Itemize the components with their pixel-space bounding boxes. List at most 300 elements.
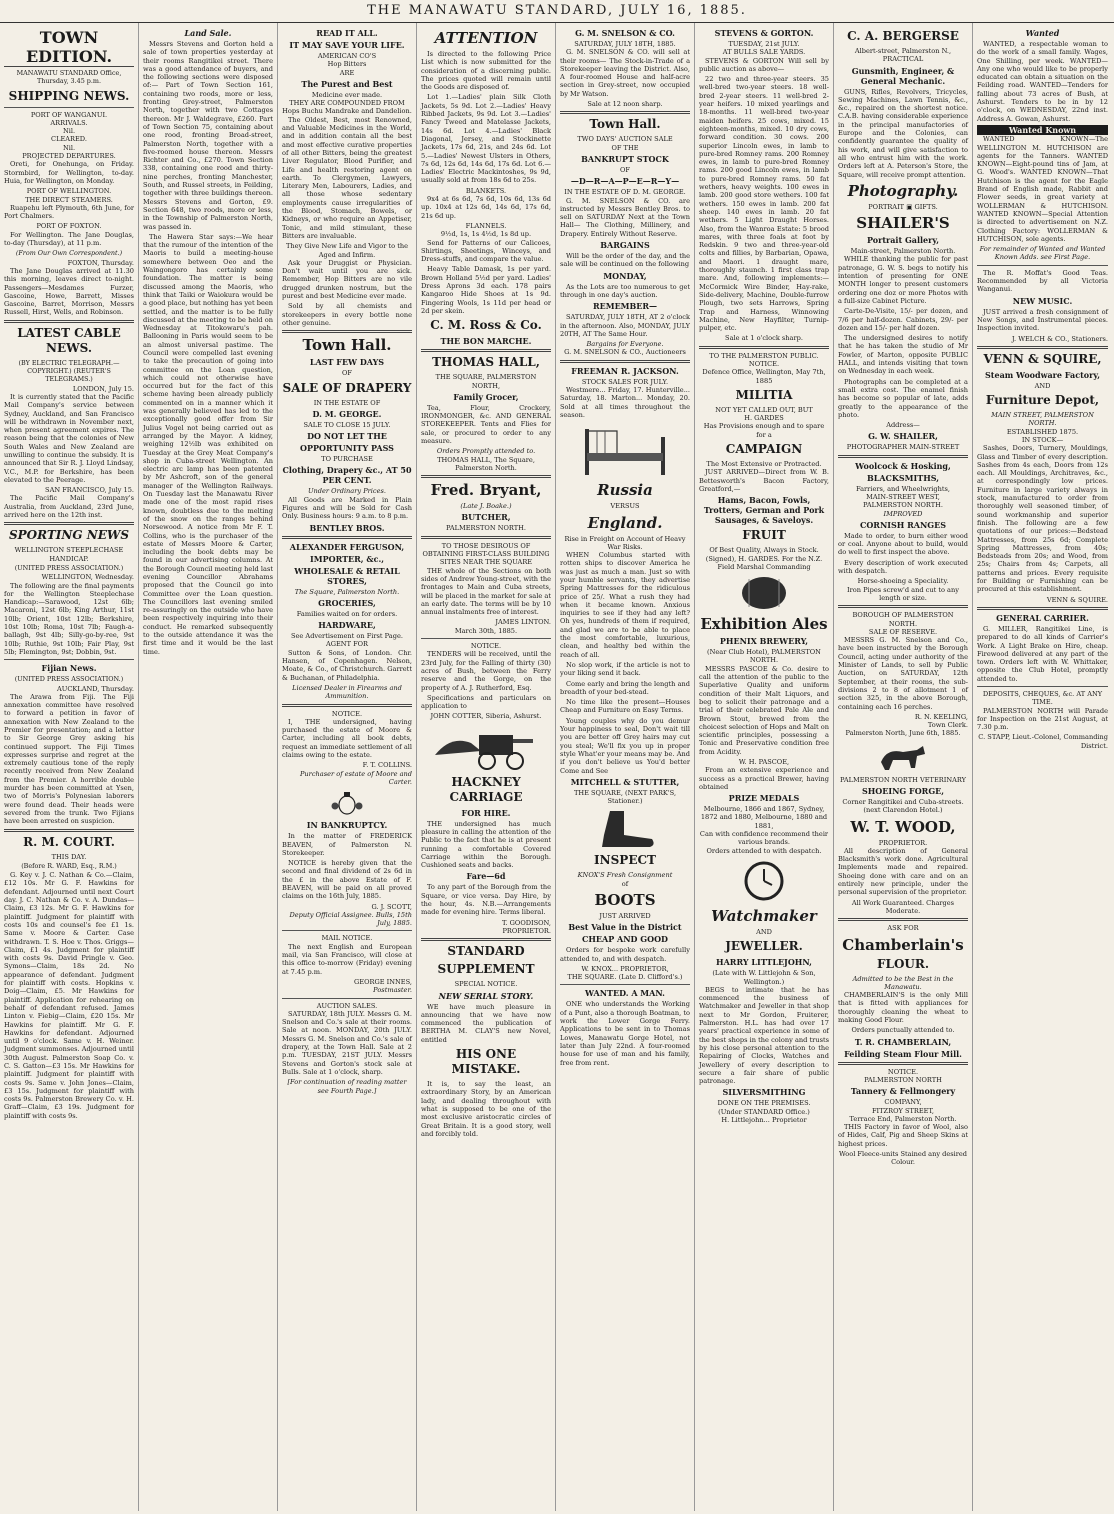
moffat-text: The R. Moffat's Good Teas. Recommended by all Victoria Wanganui.	[977, 268, 1108, 294]
admitted: Admitted to be the Best in the Manawatu.	[852, 974, 954, 991]
divider	[560, 360, 690, 363]
freeman-jackson: FREEMAN R. JACKSON.	[571, 365, 679, 376]
wanted-known-text: WANTED KNOWN—The WELLINGTON M. HUTCHISON are agents for the Tanners. WANTED KNOWN—Eight-pound tins of Jam, at G. Wood's. WANTED KNOWN—That Hutchison is the agent for the Eagle Brand of English made, Rabbit and Flower seeds, in great variety at WOLLERMAN & HUTCHISON. WANTED KNOWN—Special Attention is directed to advertisement on N.Z. Clothing Factory: WOLLERMAN & HUTCHISON, sole agents.	[977, 135, 1108, 243]
opportunity: OPPORTUNITY PASS	[300, 443, 394, 454]
done-premises: DONE ON THE PREMISES.	[717, 1099, 811, 1108]
groceries: GROCERIES,	[318, 597, 376, 608]
wt-wood: W. T. WOOD,	[850, 817, 956, 836]
columbus-text: WHEN Columbus started with rotten ships to discover America he was just as much a man. Just so with your humble servants, they advertise Spring Mattresses for the ridiculous price of 25/. What a rush they had when it became known. Anxious inquiries to see if they had any left? Oh yes, hundreds of them if required, and glad we are to be able to place the most comfortable, luxurious, clean, and healthy bed within the reach of all.	[560, 551, 690, 659]
snelson-text: G. M. SNELSON & CO. will sell at their rooms— The Stock-in-Trade of a Storekeeper leaving the District. Also, A four-roomed House and half-acre section in Grey-street, now occupied by Mr Watson.	[560, 48, 690, 98]
remember: REMEMBER—	[592, 301, 658, 312]
fijian-heading: Fijian News.	[41, 663, 97, 674]
supplement: SUPPLEMENT	[437, 962, 535, 977]
for-hire: FOR HIRE.	[461, 807, 511, 818]
nil-2: Nil.	[62, 143, 76, 152]
pascoe-name: W. H. PASCOE,	[738, 758, 790, 766]
england: England.	[587, 513, 663, 532]
flour: FLOUR.	[876, 956, 930, 971]
divider	[977, 265, 1108, 266]
shailer-text-2: The undersigned desires to notify that he has taken the studio of Mr Fowler, of Marton, opposite PUBLIC HALL, and intends visiting that town on Wednesday in each week.	[838, 334, 968, 376]
agent-for: AGENT FOR	[325, 640, 369, 649]
cheques: DEPOSITS, CHEQUES, &c. AT ANY TIME.	[982, 690, 1103, 707]
jeweller: JEWELLER.	[725, 939, 803, 954]
divider	[282, 930, 412, 931]
divider	[699, 346, 829, 349]
stock-sales-text: Westmere... Friday, 17. Hunterville... Saturday, 18. Marton... Monday, 20. Sold at all times throughout the season.	[560, 386, 690, 419]
divider	[977, 607, 1108, 610]
camera-icon: ▣	[906, 202, 915, 211]
cartes-text: Carte-De-Visite, 15/- per dozen, and 7/6 per half-dozen. Cabinets, 29/- per dozen and 15/- per half dozen.	[838, 307, 968, 332]
divider	[838, 605, 968, 608]
special-notice: SPECIAL NOTICE.	[454, 980, 518, 989]
wood-prop: PROPRIETOR.	[878, 838, 928, 847]
knox-consignment: KNOX'S Fresh Consignment	[577, 871, 673, 880]
wool-text: Wool Fleece-units Stained any desired Colour.	[838, 1150, 968, 1167]
american-co: AMERICAN CO'S	[317, 52, 377, 60]
campaign: CAMPAIGN	[725, 442, 803, 457]
improved: IMPROVED	[883, 509, 923, 518]
postmaster: Postmaster.	[373, 986, 412, 995]
mail-notice: MAIL NOTICE.	[321, 934, 373, 943]
no-time: No time like the present—Houses Cheap and Furniture on Easy Terms.	[560, 698, 690, 715]
column-6	[695, 23, 834, 1511]
shipping-heading: SHIPPING NEWS.	[8, 88, 130, 103]
land-sale-heading: Land Sale.	[184, 28, 232, 38]
company: COMPANY,	[884, 1098, 922, 1107]
thomas-text: Tea, Flour, Crockery, IRONMONGER, &c. AND GENERAL STOREKEEPER. Tents and Flies for sale, or procured to order to any measure.	[421, 403, 551, 445]
divider	[4, 522, 134, 525]
woolcock-hosking: Woolcock & Hosking,	[855, 460, 951, 471]
chamber-text: CHAMBERLAIN'S is the only Mill that is fitted with appliances for thoroughly cleaning the wheat to making Good Flour.	[838, 991, 968, 1025]
divider	[282, 704, 412, 707]
snelson-heading: G. M. SNELSON & CO.	[575, 28, 675, 38]
bankruptcy-heading: IN BANKRUPTCY.	[306, 820, 388, 831]
rise-freight: Rise in Freight on Account of Heavy War Risks.	[564, 534, 686, 551]
new-life: They Give New Life and Vigor to the Aged and Infirm.	[285, 242, 408, 259]
bon-marche: THE BON MARCHE.	[440, 336, 532, 347]
hop-bitters-text: The Oldest, Best, most Renowned, and Valuable Medicines in the World, and in addition contain all the best and most effective curative properties of all other Bitters, being the greatest Liver Regulator, Blood Purifier, and Life and health restoring agent on earth. To Clergymen, Lawyers, Literary Men, Labourers, Ladies, and all those whose sedentary employments cause irregularities of the Blood, Stomach, Bowels, or Kidneys, or who require an Appetiser, Tonic, and mild stimulant, these Bitters are invaluable.	[282, 115, 412, 240]
every-desc: Every description of work executed with despatch.	[838, 558, 968, 576]
bargains: BARGAINS	[600, 240, 650, 251]
of-label: OF	[342, 369, 352, 378]
portrait-gifts	[838, 203, 968, 211]
main-street-7: Main-street, Palmerston North.	[850, 247, 956, 256]
music-text: JUST arrived a fresh consignment of New Songs, and Instrumental pieces. Inspection invited.	[977, 307, 1108, 333]
foxton-date: FOXTON, Thursday.	[67, 258, 134, 267]
carrier-text: G. MILLER, Rangitikei Line, is prepared to do all kinds of Carrier's Work. A Light Brake on Hire, cheap. Firewood delivered at any part of the town. Orders left with W. Whittaker, opposite the Club Hotel, promptly attended to.	[977, 624, 1108, 683]
address-label: Address—	[886, 421, 920, 430]
cleared: CLEARED.	[51, 135, 87, 144]
sale-of-drapery: SALE OF DRAPERY	[282, 380, 412, 395]
last-few-days: LAST FEW DAYS	[309, 357, 385, 368]
divider	[421, 536, 551, 539]
blankets-text: 9x4 at 6s 6d, 7s 6d, 10s 6d, 13s 6d up. 10x4 at 12s 6d, 14s 6d, 17s 6d, 21s 6d up.	[421, 195, 551, 220]
sf-text: The Pacific Mail Company's Australia, from Auckland, 23rd June, arrived here on the 12th inst.	[4, 494, 134, 520]
direct-steamers: THE DIRECT STEAMERS.	[25, 195, 113, 204]
wood-text: All description of General Blacksmith's work done. Agricultural Implements made and repaired. Shoeing done with care and on an entirely new principle, under the personal supervision of the proprietor.	[838, 846, 968, 897]
sale-close: SALE TO CLOSE 15 JULY.	[303, 420, 391, 429]
fred-bryant: Fred. Bryant,	[430, 481, 542, 500]
scott-sign: G. J. SCOTT,	[371, 902, 412, 911]
column-1	[0, 23, 139, 1511]
bankrupt-stock: BANKRUPT STOCK	[581, 153, 669, 164]
divider	[4, 107, 134, 108]
blacksmiths: BLACKSMITHS,	[866, 472, 940, 483]
silversmithing: SILVERSMITHING	[722, 1087, 806, 1098]
medal-list: Melbourne, 1866 and 1867, Sydney, 1872 and 1880, Melbourne, 1880 and 1881,	[700, 805, 828, 830]
stevens-gorton: STEVENS & GORTON.	[714, 28, 814, 38]
sale-reserve: SALE OF RESERVE.	[868, 627, 938, 636]
gardes-name: H. GARDES	[744, 414, 784, 423]
march-date: March 30th, 1885.	[454, 626, 518, 635]
tuesday-date: TUESDAY, 21st JULY.	[728, 40, 800, 48]
building-sites-heading: TO THOSE DESIROUS OF OBTAINING FIRST-CLASS BUILDING SITES NEAR THE SQUARE	[422, 541, 550, 567]
port-foxton: PORT OF FOXTON.	[36, 222, 102, 231]
wanted-text: ONE who understands the Working of a Punt, also a thorough Boatman, to work the Lower Gorge Ferry. Applications to be sent in to Thomas Lowes, Manawatu Gorge Hotel, not later than July 22nd. A four-roomed house for use of man and his family, free from rent.	[560, 1000, 690, 1067]
gunsmith: Gunsmith, Engineer, & General Mechanic.	[851, 65, 955, 86]
tenders-text: TENDERS will be received, until the 23rd July, for the Falling of thirty (30) acres of Bush, between the Ferry reserve and the Gorge, on the property of A. J. Rutherford, Esq.	[421, 650, 551, 692]
hop-bitters-text-2: Ask your Druggist or Physician. Don't wait until you are sick. Remember, Hop Bitters are no vile drugged drunken nostrum, but the purest and best Medicine ever made.	[282, 258, 412, 301]
welch-sign: J. WELCH & CO., Stationers.	[1011, 334, 1108, 343]
horse-shoeing: Horse-shoeing a Speciality.	[857, 577, 949, 586]
not-yet: NOT YET CALLED OUT, BUT	[715, 405, 813, 414]
to-purchase: TO PURCHASE	[321, 455, 373, 464]
remember-text: SATURDAY, JULY 18TH, AT 2 o'clock in the afternoon. Also, MONDAY, JULY 20TH, AT The Same Hour.	[560, 313, 690, 338]
barrel-illustration-icon	[739, 575, 789, 611]
importer: IMPORTER, &c.,	[309, 553, 385, 564]
jane-douglas-text: The Jane Douglas arrived at 11.30 this morning, leaves direct to-night. Passengers—Mesdames Furzer, Gascoine, Howe, Barrett, Misses Gascoine, Barret, Morrison, Messrs Russell, Hirst, Wells, and Robinson.	[4, 266, 134, 317]
mitchell-square: THE SQUARE, (NEXT PARK'S, Stationer.)	[573, 788, 677, 806]
of-label-2: OF	[620, 165, 630, 174]
prize-medals: PRIZE MEDALS	[728, 793, 800, 804]
confidence: Can with confidence recommend their various brands.	[699, 830, 829, 847]
ruapehu-text: Ruapehu left Plymouth, 6th June, for Port Chalmers.	[4, 203, 134, 221]
rm-court-heading: R. M. COURT.	[23, 834, 115, 849]
town-clerk: Town Clerk.	[927, 721, 968, 730]
clothing: Clothing, Drapery &c., AT 50 PER CENT.	[282, 465, 412, 486]
farriers: Farriers, and Wheelwrights,	[855, 484, 951, 493]
projected-text: Oreti, for Onehunga, on Friday. Stormbird, for Wellington, to-day. Huia, for Wellington, on Monday.	[4, 160, 134, 185]
london-date: LONDON, July 15.	[72, 384, 134, 393]
masthead: THE MANAWATU STANDARD, JULY 16, 1885.	[0, 0, 1114, 23]
monday: MONDAY,	[603, 270, 647, 281]
boots: BOOTS	[594, 891, 656, 909]
wellington-date: WELLINGTON, Wednesday.	[41, 573, 134, 582]
gunsmith-text: GUNS, Rifles, Revolvers, Tricycles, Sewing Machines, Lawn Tennis, &c., &c., repaired on the shortest notice. C.A.B. having considerable experience in the principal manufactories of Europe and the Colonies, can confidently guarantee the quality of his work, and will give satisfaction to all who entrust him with the work. Orders left at A. Peterson's Store, the Square, will receive prompt attention.	[838, 87, 968, 179]
projected-departures: PROJECTED DEPARTURES.	[22, 152, 116, 161]
sections-text: THE whole of the Sections on both sides of Andrew Young-street, with the frontages to Main and Cuba streets, will be placed in the market for sale at an early date. The terms will be by 10 annual instalments free of interest.	[421, 566, 551, 617]
linton-sign: JAMES LINTON.	[495, 618, 551, 627]
steam-woodware: Steam Woodware Factory,	[985, 369, 1100, 380]
photographer: PHOTOGRAPHER MAIN-STREET	[846, 443, 960, 452]
furniture-depot: Furniture Depot,	[985, 393, 1100, 408]
hams-bacon: Hams, Bacon, Fowls, Trotters, German and Pork Sausages, & Saveloys.	[703, 495, 825, 526]
harry-text: BEGS to intimate that he has commenced the business of Watchmaker and Jeweller in that shop next to Mr Gordon, Fruiterer, Palmerston. H.L. has had over 17 years' practical experience in some of the best shops in the colony and trusts by his close personal attention to the Repairing of Clocks, Watches and Jewellery of every description to secure a fair share of public patronage.	[699, 985, 829, 1086]
horse-illustration-icon	[873, 742, 933, 772]
couples-verse: Young couples why do you demur Your happiness to seal, Don't wait till you are better off Grey hairs may cut you steal; We'll fix you up in proper style What'er your means may be. And if you don't believe us You'd better Come and See	[560, 716, 690, 775]
divider	[560, 984, 690, 985]
cotter-sign: JOHN COTTER, Siberia, Ashurst.	[430, 712, 542, 721]
club-hotel: (Near Club Hotel), PALMERSTON NORTH.	[707, 648, 821, 665]
notice-2: NOTICE.	[470, 642, 502, 651]
divider	[838, 918, 968, 921]
collins-sign: F. T. COLLINS.	[362, 761, 412, 770]
new-serial: NEW SERIAL STORY.	[438, 990, 534, 1001]
bentley-bros: BENTLEY BROS.	[309, 522, 385, 533]
divider	[421, 349, 551, 352]
exhibition-ales: Exhibition Ales	[700, 615, 828, 634]
signed-gardes: (Signed), H. GARDES. For the N.Z. Field Marshal Commanding	[705, 554, 823, 571]
local-news-text: The Hawera Star says:—We hear that the rumour of the intention of the Maoris to build a meeting-house somewhere between Oeo and the Waingongoro has certainly some foundation. The matter is being discussed among the Maoris, who think that Taiki or Waiokura would be a good place, but nothing has yet been settled, and the matter is to be fully discussed at the meeting to be held on Wednesday at Titokowaru's pah. Ballooning in Paris would seem to be an almost universal pastime. The Council were compelled last evening to take the precaution of going into committee on the Loan question, which could not otherwise have occurred but for the fact of this scheme having been already publicly commented on in a manner which it was generally believed has led to the exceptionally good offer from Sir Julius Vogel not being carried out as arranged by the Mayor. A kidney, weighing 12½lb was exhibited on Tuesday at the Grey Meat Company's shop in Cuba-street Wellington. An electric arc lamp has been patented by Mr Ashcroft, son of the general manager of the Wellington Railways. On Tuesday last the Manawatu River made one of the most rapid rises known, doubtless due to the melting of the snow on the ranges behind Norsewood. A notice from Mr F. T. Collins, who is the purchaser of the estate of Messrs Moore & Carter, including the book debts may be found in our advertising columns. At the Borough Council meeting held last evening Councillor Abrahams proposed that the Council go into Committee over the Loan question. The Councillors last evening smiled re-assuringly on the outside who have been respectively inquiring into their conduct. He remarked subsequently to the outside attendance it was the first time and it would be the last time.	[143, 232, 273, 656]
tr-chamberlain: T. R. CHAMBERLAIN,	[854, 1036, 952, 1047]
goodison-prop: PROPRIETOR.	[502, 926, 551, 935]
serial-text: WE have much pleasure in announcing that we have now commenced the publication of BERTHA M. CLAY'S new Novel, entitled	[421, 1002, 551, 1044]
under-prices: Under Ordinary Prices.	[308, 487, 386, 496]
land-sale-text: Messrs Stevens and Gorton held a sale of town properties yesterday at their rooms Rangitikei street. There was a good attendance of buyers, and the following sections were disposed of:— Part of Town Section 161, containing two roods, more or less, fronting Grey-street, Palmerston North, together with two Cottages thereon. Mr J. Waldegrave, £260. Part of Town Section 75, containing about one rood, fronting Broad-street, Palmerston North, together with a five-roomed house thereon. Messrs Richter and Co., £270. Town Section 338, containing one rood and thirty-nine perches, fronting Manchester, South, and Russel streets, in Feilding, together with three buildings thereon. Messrs Stevens and Gorton, £9. Section 648, two roods, more or less, in the Township of Palmerston North, was passed in.	[143, 40, 273, 231]
thomas-square: THE SQUARE, PALMERSTON NORTH,	[435, 373, 537, 390]
rm-court-text: G. Key v. J. C. Nathan & Co.—Claim, £12 10s. Mr G. F. Hawkins for defendant. Adjourned until next Court day. J. C. Nathan & Co. v. A. Dundas—Claim, £3 12s. Mr G. F. Hawkins for plaintiff. Judgment for plaintiff with costs 10s and counsel's fee £1 1s. Same v. Moore & Carter. Case withdrawn. T. S. Hoe v. Thos. Griggs—Claim, £1 4s. Judgment for plaintiff with costs 9s. David Pringle v. Geo. Symons—Claim, 18s 2d. No appearance of defendant. Judgment for plaintiff with costs. Hopkins v. Doig—Claim, £5. Mr Hawkins for plaintiff. Application for rehearing on behalf of defendant refused. James Linton v. Fiebig—Claim, £20 15s. Mr Hawkins for plaintiff. Mr G. F. Hawkins for defendant. Adjourned until 9 o'clock. Same v. H. Weiner. Judgment summonses. Adjourned until 30th August. Palmerston Soap Co. v. C. S. Gatton—£3 15s. Mr Hawkins for plaintiff. Judgment for plaintiff with costs 9s. Same v. John Jones—Claim, £3 15s. Judgment for plaintiff with costs 9s. Palmerston Brewery Co. v. H. Graff—Claim, £3 19s. Judgment for plaintiff with costs 9s.	[4, 871, 134, 1120]
tannery-palm: PALMERSTON NORTH	[864, 1075, 942, 1084]
divider	[282, 330, 412, 333]
goodison-sign: T. GOODISON,	[502, 918, 551, 927]
further-note: For remainder of Wanted and Wanted Known Adds. see First Page.	[979, 245, 1106, 262]
and-8: AND	[1034, 381, 1051, 390]
medicine: Medicine ever made.	[311, 90, 383, 99]
his-one-mistake: HIS ONE MISTAKE.	[451, 1047, 521, 1077]
patterns-text: Send for Patterns of our Calicoes, Shirtings, Sheetings, Winceys, and Dress-stuffs, and compare the value.	[421, 238, 551, 264]
lots-text: As the Lots are too numerous to get through in one day's auction.	[560, 282, 690, 299]
new-music: NEW MUSIC.	[1012, 295, 1073, 306]
family-grocer: Family Grocer,	[453, 391, 519, 402]
sale-note: Sold by all chemists and storekeepers in every bottle none other genuine.	[282, 302, 412, 327]
wanted-text-8: WANTED, a respectable woman to do the work of a small family. Wages, One Shilling, per week. WANTED—Any one who would like to be properly educated can obtain a situation on the Feilding road. WANTED—Tenders for falling about 73 acres of Bush, at Ashurst. Tenders to be in by 12 o'clock, on WEDNESDAY, 22nd inst. Address A. Gowan, Ashurst.	[977, 40, 1108, 123]
mitchell-stutter: MITCHELL & STUTTER,	[570, 776, 680, 787]
compounded-from: THEY ARE COMPOUNDED FROM	[289, 99, 405, 108]
divider	[977, 346, 1108, 349]
stock-text-8: Sashes, Doors, Turnery, Mouldings, Glass and Timber of every description. Sashes from 4s each, Doors from 12s each. All Mouldings, Architraves, &c., at correspondingly low prices. Furniture in large variety always in stock, manufactured to order from thoroughly well seasoned timber, of sound workmanship and superior finish. The following are a few quotations of our prices:—Bedstead Mattresses, from 25s 6d; Complete Spring Mattresses, from 40s; Bedsteads from 20s; and Wood, from 25s; Chairs from 4s; Carpets, all patterns and prices. Every requisite for Building or Furnishing can be procured at this establishment.	[977, 444, 1108, 594]
ingredients: Hops Buchu Mandrake and Dandelion.	[282, 107, 412, 116]
shoeing-forge: SHOEING FORGE,	[861, 786, 945, 796]
collins-sub: Purchaser of estate of Moore and Carter.	[299, 769, 412, 786]
steeplechase-heading: WELLINGTON STEEPLECHASE HANDICAP.	[14, 546, 124, 563]
notice-6: NOTICE.	[748, 359, 780, 368]
venn-squire: VENN & SQUIRE,	[983, 351, 1102, 366]
photographs-text: Photographs can be completed at a small extra cost. The enamel finish has become so popular of late, adds greatly to the appearance of the photo.	[838, 377, 968, 419]
fitzroy: FITZROY STREET,	[871, 1106, 934, 1115]
notice-text: I, THE undersigned, having purchased the estate of Moore & Carter, including all book debts, request an immediate settlement of all claims owing to the estate.	[282, 717, 412, 760]
port-wanganui: PORT OF WANGANUI.	[30, 110, 108, 119]
hackney-carriage: HACKNEY CARRIAGE	[449, 774, 523, 804]
bargains-everyone: Bargains for Everyone.	[586, 340, 664, 349]
wholesale-retail: WHOLESALE & RETAIL STORES,	[294, 565, 400, 586]
iron-pipes: Iron Pipes screw'd and cut to any length or size.	[847, 585, 959, 602]
fare-text: To any part of the Borough from the Square, or vice versa. Day Hire, by the hour, 4s. N.B.—Arrangements made for evening hire. Terms liberal.	[421, 883, 551, 917]
guaranteed: All Work Guaranteed. Charges Moderate.	[851, 898, 955, 915]
bryant-sub: (Late J. Boake.)	[460, 502, 512, 511]
scott-sub: Deputy Official Assignee. Bulls, 15th July, 1885.	[289, 910, 412, 928]
wanted-known-heading: Wanted Known	[977, 125, 1108, 135]
steeplechase-text: The following are the final payments for the Wellington Steeplechase Handicap:—Sarawood, 12st 6lb; Macaroni, 12st 6lb; King Arthur, 11st 10lb; Orient, 10st 12lb; Berkshire, 10st 10lb; Roma, 10st 7lb; Faugh-a-ballagh, 9st 4lb; Silly-go-by-ree, 9st 10lb; Ruthie, 9st 10lb; Fair Play, 9st 5lb; Flemington, 9st; Dobbin, 9st.	[4, 581, 134, 656]
press-association: (UNITED PRESS ASSOCIATION.)	[14, 563, 124, 572]
divider	[560, 111, 690, 114]
divider	[4, 829, 134, 832]
auction-sales: AUCTION SALES.	[316, 1001, 378, 1010]
shailers: SHAILER'S	[856, 214, 950, 233]
knox-sign: W. KNOX... PROPRIETOR,	[581, 964, 669, 973]
in-estate: IN THE ESTATE OF	[313, 398, 381, 407]
fiji-text: The Arawa from Fiji. The Fiji annexation committee have resolved to forward a petition in favor of annexation with New Zealand to the Premier for presentation; and a letter to Sir George Grey asking his continued support. The Fiji Times expresses surprise and regret at the extremely cautious tone of the reply recently received from New Zealand from the Premier. A horrible double murder has been committed at Ysen, two of Morris's Polynesian laborers were found dead. Their heads were severed from the trunk. Two Fijians have been arrested on suspicion.	[4, 692, 134, 826]
stock-list: 22 two and three-year steers. 35 well-bred two-year steers. 18 well-bred 2-year steers. 11 well-bred 2-year heifers. 10 mixed yearlings and 18-months. 11 well-bred two-year maiden heifers. 25 cows, mixed. 15 eighteen-months, mixed. 10 dry cows, forward condition. 30 cows. 200 superior Lincoln ewes, in lamb to pure-bred Romney rams. 200 Romney ewes, in lamb to pure-bred Romney rams. 200 good Lincoln ewes, in lamb to pure-bred Romney rams. 50 fat wethers, heavy weights. 100 ewes in lamb. 200 good store wethers. 100 fat wethers. 150 ewes in lamb. 200 fat sheep. 140 ewes in lamb. 20 fat wethers. 5 Light Draught Horses. Also, from the Wanroa Estate: 5 brood mares, with three foals at foot by Redskin. 9 two and three-year-old colts and fillies, by Barbarian, Opawa, and Maori. 1 draught mare, thoroughly staunch. 1 first class trap mare. And, following implements:— McCormick Wire Binder, Hay-rake, Side-delivery, Machine, Double-furrow Plough, two sets Harrows, Spring Trap and Harness, Winnowing Machine, New Hayfilter, Turnip-pulper, etc.	[699, 75, 829, 333]
cable-heading: LATEST CABLE NEWS.	[17, 325, 121, 355]
made-to-order: Made to order, to burn either wood or coal. Anyone about to build, would do well to first inspect the above.	[838, 531, 968, 557]
divider	[4, 659, 134, 660]
keeling-sign: R. N. KEELING,	[914, 712, 968, 721]
thomas-hall: THOMAS HALL,	[432, 355, 540, 370]
auckland-date: AUCKLAND, Thursday.	[57, 684, 134, 693]
do-not-let: DO NOT LET THE	[307, 431, 387, 442]
continuation-note: [For continuation of reading matter see Fourth Page.]	[287, 1078, 407, 1095]
has-provisions: Has Provisions enough and to spare for a	[703, 422, 825, 439]
hackney-text: THE undersigned has much pleasure in calling the attention of the Public to the fact that he is at present running a comfortable Covered Carriage within the Borough. Cushioned seats and backs.	[421, 819, 551, 870]
boot-illustration-icon	[590, 809, 660, 849]
agent-text: Sutton & Sons, of London. Chr. Hansen, of Copenhagen. Nelson, Moate, & Co., of Christchurch. Garrett & Buchanan, of Philadelphia.	[282, 648, 412, 682]
edition-sub: MANAWATU STANDARD Office, Thursday, 3.45 p.m.	[16, 69, 122, 86]
notice-heading: NOTICE.	[331, 709, 363, 718]
to-public: TO THE PALMERSTON PUBLIC.	[709, 351, 819, 360]
of-the: OF THE	[611, 143, 639, 152]
thomas-sign: THOMAS HALL, The Square, Palmerston North.	[437, 455, 535, 472]
stock-sales: STOCK SALES FOR JULY.	[581, 377, 669, 386]
see-adv: See Advertisement on First Page.	[291, 632, 403, 641]
best-value: Best Value in the District	[568, 922, 682, 933]
snelson-sign: G. M. SNELSON & CO., Auctioneers	[564, 348, 686, 357]
divider	[838, 455, 968, 458]
defence-office: Defence Office, Wellington, May 7th, 1885	[702, 368, 826, 385]
read-it-all: READ IT ALL.	[316, 28, 378, 38]
fruit: FRUIT	[742, 528, 786, 543]
just-arrived-6: JUST ARRIVED—Direct from W. B. Bettesworth's Bacon Factory, Greatford,—	[699, 468, 829, 493]
cheap-good: CHEAP AND GOOD	[582, 934, 668, 945]
cornish-ranges: CORNISH RANGES	[859, 519, 947, 530]
licensed-dealer: Licensed Dealer in Firearms and Ammunition.	[292, 683, 402, 701]
newspaper-columns	[0, 23, 1114, 1511]
venn-sign: VENN & SQUIRE.	[1046, 595, 1108, 604]
palm-7: PALMERSTON NORTH.	[863, 501, 943, 510]
knox-square: THE SQUARE. (Late D. Clifford's.)	[567, 973, 683, 982]
bulls-yards: AT BULLS SALE YARDS.	[722, 48, 806, 57]
harry-littlejohn: HARRY LITTLEJOHN,	[716, 957, 812, 968]
rm-before: (Before R. WARD, Esq., R.M.)	[21, 861, 117, 870]
tannery-text: THIS Factory in favor of Wool, also of Hides, Calf, Pig and Sheep Skins at highest prices.	[838, 1123, 968, 1148]
mail-text: The next English and European mail, via San Francisco, will close at this office to-morrow (Friday) evening at 7.45 p.m.	[282, 942, 412, 976]
are-label: ARE	[339, 68, 355, 77]
attention-text: Is directed to the following Price List which is now submitted for the consideration of a discerning public. The prices quoted will remain until the Goods are disposed of.	[421, 50, 551, 92]
two-days: TWO DAYS' AUCTION SALE	[577, 135, 673, 144]
russia: Russia	[597, 481, 653, 500]
bankruptcy-text: NOTICE is hereby given that the second and final dividend of 2s 6d in the £ in the above Estate of F. BEAVEN, will be paid on all proved claims on the 16th July, 1885.	[282, 859, 412, 901]
most-extensive: The Most Extensive or Protracted.	[706, 460, 822, 469]
hardware: HARDWARE,	[318, 620, 376, 631]
harry-sign: H. Littlejohn... Proprietor	[721, 1116, 807, 1125]
noon-sale: Sale at 12 noon sharp.	[587, 100, 663, 109]
dm-george: D. M. GEORGE.	[312, 408, 382, 419]
sporting-heading: SPORTING NEWS	[8, 528, 130, 543]
flannels-text: 9½d, 1s, 1s 4½d, 1s 8d up.	[440, 230, 532, 239]
militia: MILITIA	[735, 387, 793, 402]
wanted-man: WANTED. A MAN.	[585, 988, 665, 999]
column-4	[417, 23, 556, 1511]
divider	[282, 998, 412, 999]
instructed-text: G. M. SNELSON & CO. are instructed by Messrs Bentley Bros. to sell on SATURDAY Next at the Town Hall— The Clothing, Millinery, and Drapery. Entirely Without Reserve.	[560, 196, 690, 238]
port-wellington: PORT OF WELLINGTON.	[26, 187, 112, 196]
blankets-heading: BLANKETS.	[465, 186, 507, 195]
under-standard: (Under STANDARD Office.)	[718, 1107, 810, 1116]
royal-arms-icon	[330, 790, 364, 816]
alexander-ferguson: ALEXANDER FERGUSON,	[289, 541, 405, 552]
gifts-label: GIFTS.	[914, 202, 938, 211]
column-5	[556, 23, 695, 1511]
just-arrived: JUST ARRIVED	[599, 912, 651, 920]
press-association-2: (UNITED PRESS ASSOCIATION.)	[14, 675, 124, 684]
mill: Feilding Steam Flour Mill.	[844, 1048, 962, 1059]
orders-prompt: Orders Promptly attended to.	[436, 447, 536, 456]
innes-sign: GEORGE INNES,	[354, 977, 412, 986]
stevens-text: STEVENS & GORTON Will sell by public auction as above—	[699, 56, 829, 73]
column-2	[139, 23, 278, 1511]
price-lots: Lot 1.—Ladies' plain Silk Cloth Jackets, 5s 9d. Lot 2.—Ladies' Heavy Ribbed Jackets, 9s 9d. Lot 3.—Ladies' Fancy Tweed and Matelasse Jackets, 14s 6d. Lot 4.—Ladies' Black Diagonal, Jersey, and Stockinette Jackets, 17s 6d, 21s, and 24s 6d. Lot 5.—Ladies' Newest Ulsters in Others, 7s 6d, 12s 6d, 14s 6d, 17s 6d. Lot 6.—Ladies' Electric Mackintoshes, 9s 9d, usually sold at from 18s 6d to 25s.	[421, 93, 551, 185]
divider	[4, 320, 134, 323]
bargains-text: Will be the order of the day, and the sale will be continued on the following	[560, 252, 690, 269]
ross-sign: C. M. Ross & Co.	[430, 318, 542, 333]
clock-illustration-icon	[742, 859, 786, 903]
tannery-notice: NOTICE.	[887, 1067, 919, 1076]
gws-shailer: G. W. SHAILER,	[868, 431, 938, 442]
foxton-departures: For Wellington. The Jane Douglas, to-day (Thursday), at 11 p.m.	[4, 230, 134, 248]
established: ESTABLISHED 1875.	[1006, 427, 1079, 436]
chamber-orders: Orders punctually attended to.	[851, 1026, 955, 1035]
auction-text: SATURDAY, 18th JULY. Messrs G. M. Snelson and Co.'s sale at their rooms. Sale at noon. MONDAY, 20th JULY. Messrs G. M. Snelson and Co.'s sale of drapery, at the Town Hall. Sale at 2 p.m. TUESDAY, 21ST JULY. Messrs Stevens and Gorton's stock sale at Bulls. Sale at 1 o'clock, sharp.	[282, 1009, 412, 1076]
cable-text: It is currently stated that the Pacific Mail Company's service between Sydney, Auckland, and San Francisco will be withdrawn in November next, when present agreement expires. The reason being that the colonies of New South Wales and New Zealand are unwilling to continue the subsidy. It is announced that Sir R. J. Lloyd Lindsay, V.C., M.P. for Berkshire, has been elevated to the Peerage.	[4, 392, 134, 484]
arrivals: ARRIVALS.	[50, 118, 88, 127]
borough-heading: BOROUGH OF PALMERSTON NORTH.	[852, 611, 954, 628]
divider	[282, 536, 412, 539]
phoenix-brewery: PHENIX BREWERY,	[719, 636, 809, 647]
watchmaker: Watchmaker	[711, 906, 817, 925]
attention-heading: ATTENTION	[434, 29, 538, 47]
town-hall-2: Town Hall.	[589, 117, 661, 132]
in-stock: IN STOCK—	[1021, 435, 1064, 444]
versus: VERSUS	[610, 502, 640, 511]
spec-text: Specifications and particulars on application to	[421, 693, 551, 711]
orders-6: Orders attended to with despatch.	[706, 846, 822, 855]
sf-date: SAN FRANCISCO, July 15.	[45, 486, 134, 495]
come-early: Come early and bring the length and breadth of your bed-stead.	[560, 679, 690, 696]
butcher: BUTCHER,	[461, 512, 511, 523]
estate-george: IN THE ESTATE OF D. M. GEORGE.	[564, 188, 686, 197]
nil-1: Nil.	[62, 127, 76, 136]
column-7	[834, 23, 973, 1511]
wanted-heading: Wanted	[1025, 28, 1060, 38]
general-carrier: GENERAL CARRIER.	[996, 612, 1089, 623]
bedstead-illustration-icon	[577, 423, 673, 477]
and-label: AND	[756, 927, 772, 936]
palmerston-north: PALMERSTON NORTH.	[446, 524, 526, 533]
ask-for: ASK FOR	[887, 924, 919, 933]
fruit-text: Of Best Quality, Always in Stock.	[709, 546, 819, 555]
inspect: INSPECT	[594, 853, 656, 868]
purest-best: The Purest and Best	[301, 78, 393, 89]
portrait-gallery: Portrait Gallery,	[866, 235, 940, 246]
